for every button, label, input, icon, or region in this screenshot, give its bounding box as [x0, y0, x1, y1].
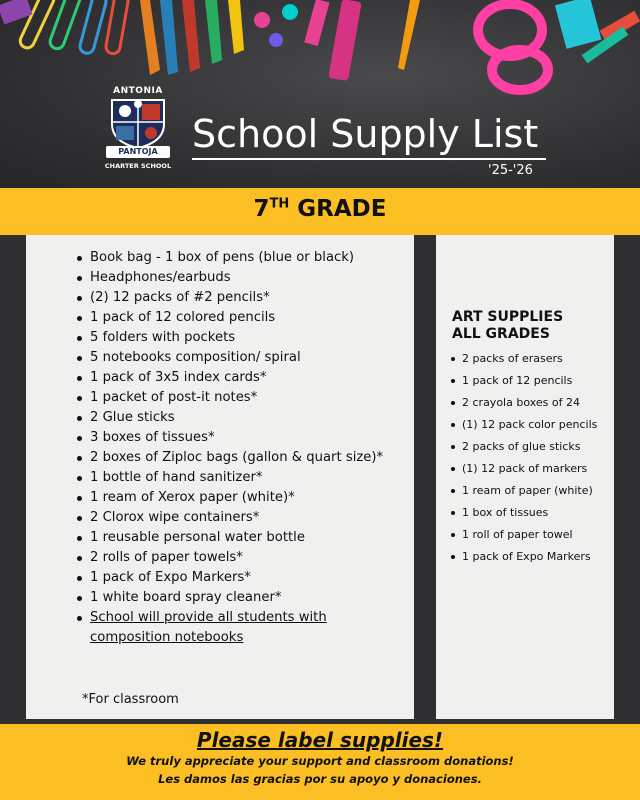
- page-title: School Supply List: [192, 112, 539, 156]
- list-item: 1 box of tissues: [450, 502, 600, 524]
- list-item: 5 folders with pockets: [76, 328, 406, 348]
- list-item: 1 white board spray cleaner*: [76, 588, 406, 608]
- grade-suffix: TH: [269, 196, 290, 212]
- grade-number: 7: [253, 196, 270, 222]
- art-supply-list: [450, 348, 600, 568]
- school-year: '25-'26: [488, 163, 533, 178]
- list-item: 5 notebooks composition/ spiral: [76, 348, 406, 368]
- list-item: (1) 12 pack color pencils: [450, 414, 600, 436]
- list-item: 2 packs of erasers: [450, 348, 600, 370]
- list-item: 1 pack of Expo Markers*: [76, 568, 406, 588]
- list-item: 2 crayola boxes of 24: [450, 392, 600, 414]
- label-supplies-heading: Please label supplies!: [196, 728, 444, 752]
- list-item: (2) 12 packs of #2 pencils*: [76, 288, 406, 308]
- list-item: 1 ream of paper (white): [450, 480, 600, 502]
- list-item: 2 Glue sticks: [76, 408, 406, 428]
- grade-heading: [0, 196, 640, 222]
- list-item: 1 pack of Expo Markers: [450, 546, 600, 568]
- list-item: 1 pack of 12 colored pencils: [76, 308, 406, 328]
- list-item: (1) 12 pack of markers: [450, 458, 600, 480]
- classroom-footnote: *For classroom: [82, 692, 179, 707]
- list-item: 3 boxes of tissues*: [76, 428, 406, 448]
- list-item: 1 bottle of hand sanitizer*: [76, 468, 406, 488]
- logo-ribbon: PANTOJA: [106, 146, 170, 158]
- list-item: 2 rolls of paper towels*: [76, 548, 406, 568]
- list-item-provided-notebooks: School will provide all students with composition notebooks: [76, 608, 406, 648]
- art-supplies-title: [452, 309, 602, 343]
- list-item: 1 roll of paper towel: [450, 524, 600, 546]
- list-item: Headphones/earbuds: [76, 268, 406, 288]
- list-item: 1 pack of 12 pencils: [450, 370, 600, 392]
- school-logo: [96, 86, 180, 178]
- list-item: 1 packet of post-it notes*: [76, 388, 406, 408]
- thank-you-spanish: Les damos las gracias por su apoyo y donaciones.: [158, 772, 482, 786]
- title-underline: [192, 158, 546, 160]
- logo-school-name-bottom: CHARTER SCHOOL: [104, 162, 172, 170]
- list-item: 1 reusable personal water bottle: [76, 528, 406, 548]
- shield-icon: [110, 98, 166, 150]
- list-item: Book bag - 1 box of pens (blue or black): [76, 248, 406, 268]
- art-title-line2: ALL GRADES: [452, 326, 550, 342]
- grade-label: GRADE: [297, 196, 387, 222]
- list-item: 2 Clorox wipe containers*: [76, 508, 406, 528]
- list-item: 2 boxes of Ziploc bags (gallon & quart size)*: [76, 448, 406, 468]
- thank-you-english: We truly appreciate your support and classroom donations!: [126, 754, 514, 768]
- list-item: 1 ream of Xerox paper (white)*: [76, 488, 406, 508]
- main-supply-list: [76, 248, 406, 648]
- logo-school-name-top: ANTONIA: [113, 86, 163, 96]
- list-item: 2 packs of glue sticks: [450, 436, 600, 458]
- list-item: 1 pack of 3x5 index cards*: [76, 368, 406, 388]
- art-title-line1: ART SUPPLIES: [452, 309, 564, 325]
